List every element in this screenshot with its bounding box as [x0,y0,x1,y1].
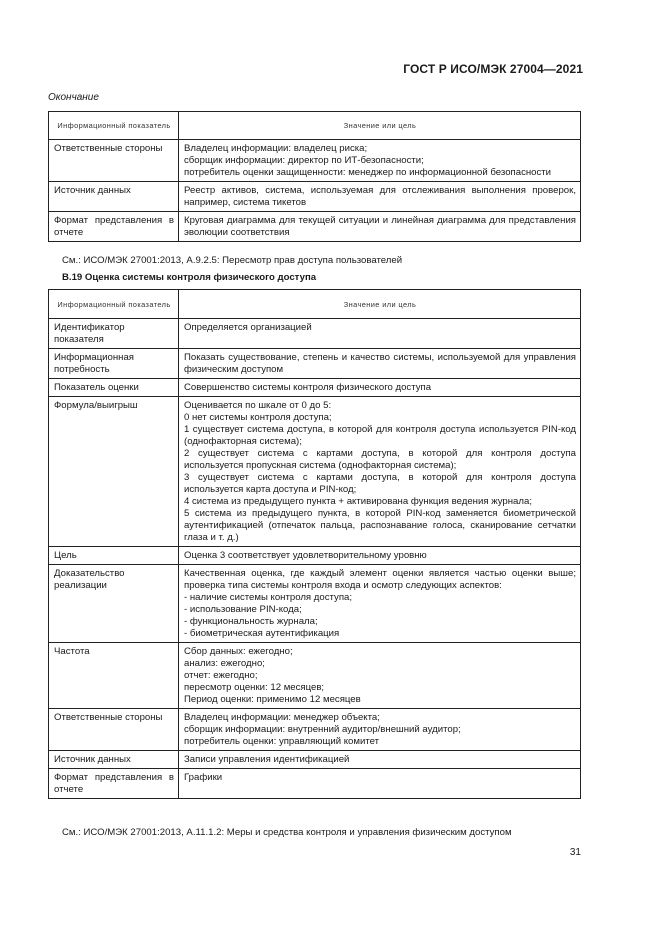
value-line: сборщик информации: директор по ИТ-безопасности; [184,155,424,166]
row-value [179,643,581,709]
value-line: - наличие системы контроля доступа; [184,592,353,603]
value-line: Круговая диаграмма для текущей ситуации и линейная диаграмма для представления эволюции соответствия [184,215,576,238]
value-line: сборщик информации: внутренний аудитор/внешний аудитор; [184,724,461,735]
table-row [49,349,581,379]
value-line: 4 система из предыдущего пункта + активирована функция ведения журнала; [184,496,532,507]
table-1-body [49,140,581,242]
value-line: Оценка 3 соответствует удовлетворительному уровню [184,550,427,561]
value-line: Показать существование, степень и качество системы, используемой для управления физическим доступом [184,352,576,375]
value-line: 3 существует система с картами доступа, в которой для контроля доступа используется карта доступа и PIN-код; [184,472,576,495]
table-row [49,379,581,397]
value-line: Совершенство системы контроля физического доступа [184,382,432,393]
standard-code: ГОСТ Р ИСО/МЭК 27004—2021 [403,62,583,76]
value-line: 0 нет системы контроля доступа; [184,412,332,423]
value-line: Определяется организацией [184,322,312,333]
row-label: Источник данных [49,751,179,769]
value-line: Сбор данных: ежегодно; [184,646,293,657]
row-label: Идентификатор показателя [49,319,179,349]
table-row [49,565,581,643]
continued-label: Окончание [48,92,99,103]
value-line: Владелец информации: менеджер объекта; [184,712,380,723]
row-value [179,709,581,751]
value-line: - использование PIN-кода; [184,604,302,615]
value-line: пересмотр оценки: 12 месяцев; [184,682,325,693]
table-2-body [49,319,581,799]
table-row [49,751,581,769]
table-row [49,643,581,709]
value-line: Графики [184,772,223,783]
value-line: - биометрическая аутентификация [184,628,340,639]
table-2-head-indicator: Информационный показатель [49,290,179,319]
reference-2: См.: ИСО/МЭК 27001:2013, А.11.1.2: Меры и средства контроля и управления физическим доступом [62,827,512,838]
row-label: Информационная потребность [49,349,179,379]
value-line: Период оценки: применимо 12 месяцев [184,694,361,705]
row-value [179,319,581,349]
value-line: Реестр активов, система, используемая для отслеживания выполнения проверок, например, система тикетов [184,185,576,208]
value-line: Записи управления идентификацией [184,754,350,765]
value-line: потребитель оценки защищенности: менеджер по информационной безопасности [184,167,552,178]
row-label: Формат представления в отчете [49,212,179,242]
row-value [179,212,581,242]
row-label: Частота [49,643,179,709]
row-label: Ответственные стороны [49,140,179,182]
value-line: 1 существует система доступа, в которой для контроля доступа используется PIN-код (однофакторная система); [184,424,576,447]
section-title: B.19 Оценка системы контроля физического доступа [62,272,317,283]
value-line: 2 существует система с картами доступа, в которой для контроля доступа используется пропускная система (однофакторная система); [184,448,576,471]
page-number: 31 [569,847,581,858]
row-value [179,565,581,643]
value-line: потребитель оценки: управляющий комитет [184,736,380,747]
value-line: - функциональность журнала; [184,616,318,627]
table-row [49,547,581,565]
table-1 [48,111,581,242]
table-row [49,319,581,349]
row-value [179,182,581,212]
table-row [49,709,581,751]
row-label: Формула/выигрыш [49,397,179,547]
row-label: Формат представления в отчете [49,769,179,799]
row-value [179,349,581,379]
table-2 [48,289,581,799]
value-line: Оценивается по шкале от 0 до 5: [184,400,332,411]
value-line: отчет: ежегодно; [184,670,258,681]
table-row [49,140,581,182]
row-value [179,751,581,769]
row-label: Источник данных [49,182,179,212]
row-label: Доказательство реализации [49,565,179,643]
row-value [179,769,581,799]
row-value [179,397,581,547]
value-line: Качественная оценка, где каждый элемент оценки является частью оценки выше; проверка типа системы контроля входа и осмотр следующих аспектов: [184,568,576,591]
row-value [179,140,581,182]
row-label: Ответственные стороны [49,709,179,751]
table-1-head-value: Значение или цель [179,112,581,140]
row-label: Показатель оценки [49,379,179,397]
table-row [49,212,581,242]
value-line: Владелец информации: владелец риска; [184,143,368,154]
row-value [179,379,581,397]
row-label: Цель [49,547,179,565]
table-1-head-indicator: Информационный показатель [49,112,179,140]
table-2-head-value: Значение или цель [179,290,581,319]
table-row [49,182,581,212]
table-row [49,397,581,547]
reference-1: См.: ИСО/МЭК 27001:2013, А.9.2.5: Пересмотр прав доступа пользователей [62,255,403,266]
row-value [179,547,581,565]
value-line: 5 система из предыдущего пункта, в которой PIN-код заменяется биометрической аутентификацией (отпечаток пальца, распознавание голоса, сканирование сетчатки глаза и т. д.) [184,508,576,543]
table-row [49,769,581,799]
value-line: анализ: ежегодно; [184,658,265,669]
